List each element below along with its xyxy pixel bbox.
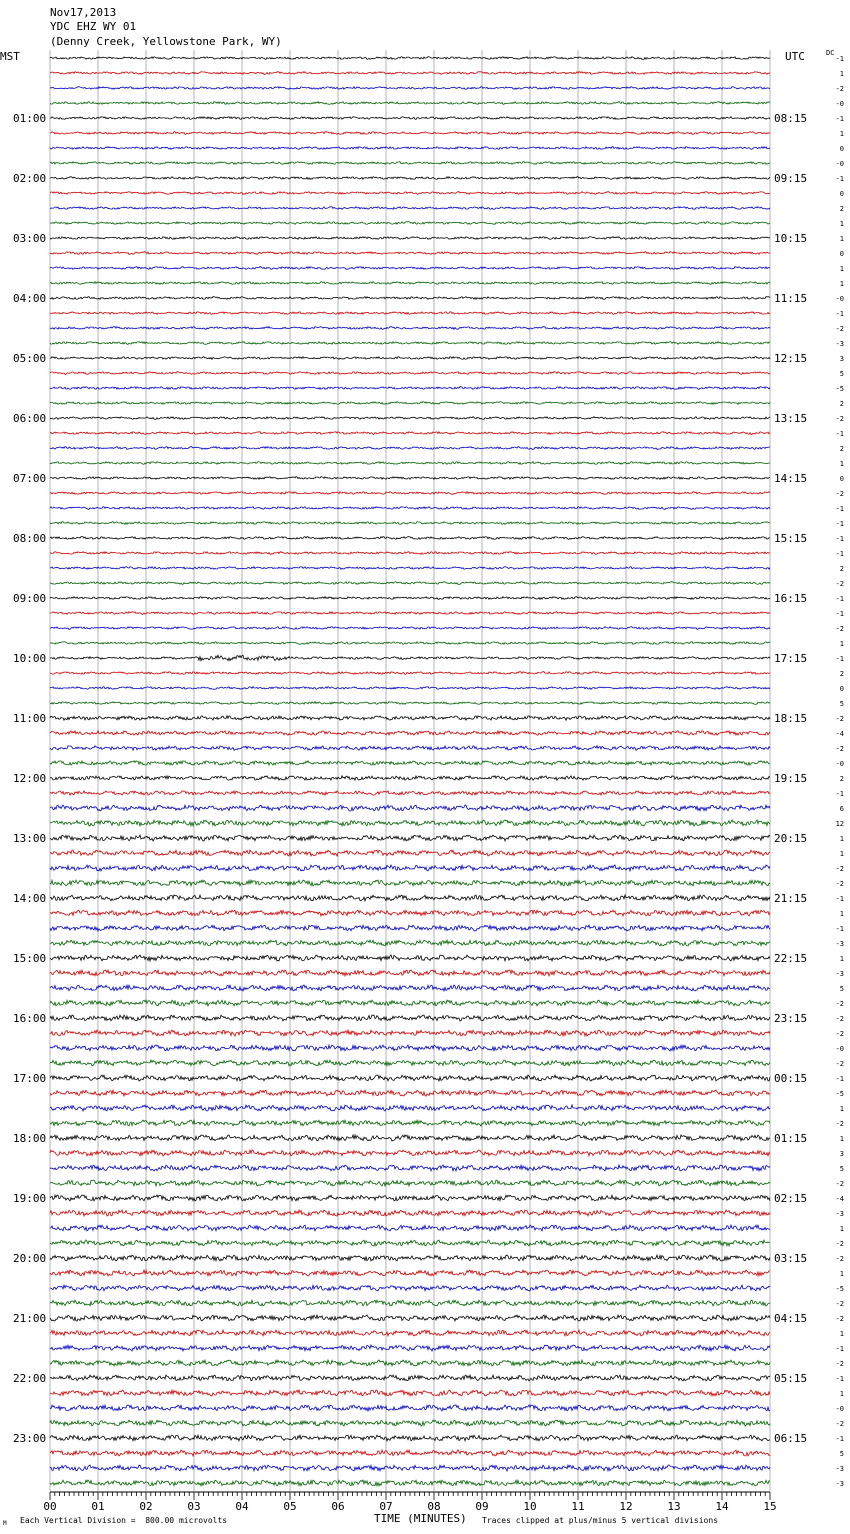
dc-offset-value: -0 — [835, 1045, 844, 1053]
dc-offset-value: -3 — [835, 340, 844, 348]
dc-offset-value: -1 — [835, 430, 844, 438]
dc-offset-value: -2 — [835, 865, 844, 873]
trace — [50, 1105, 770, 1111]
dc-offset-value: 1 — [839, 640, 844, 648]
trace — [50, 776, 770, 780]
trace — [50, 147, 770, 150]
dc-offset-value: -2 — [835, 1015, 844, 1023]
dc-offset-value: 2 — [839, 445, 844, 453]
header-date: Nov17,2013 — [50, 6, 117, 19]
trace — [50, 132, 770, 135]
dc-offset-value: -2 — [835, 880, 844, 888]
dc-offset-value: 6 — [839, 805, 844, 813]
dc-offset-value: 5 — [839, 1165, 844, 1173]
trace — [50, 835, 770, 841]
dc-offset-value: 1 — [839, 1270, 844, 1278]
dc-offset-value: 0 — [839, 145, 844, 153]
dc-offset-value: 1 — [839, 955, 844, 963]
trace — [50, 1360, 770, 1366]
trace — [50, 87, 770, 90]
dc-offset-value: 5 — [839, 700, 844, 708]
dc-offset-value: 1 — [839, 280, 844, 288]
x-tick-label: 03 — [187, 1500, 201, 1513]
left-hour-label: 12:00 — [13, 772, 47, 785]
dc-offset-value: -1 — [835, 175, 844, 183]
trace — [50, 342, 770, 345]
dc-offset-value: 5 — [839, 370, 844, 378]
header-station: YDC EHZ WY 01 — [50, 20, 137, 33]
dc-offset-value: -2 — [835, 1180, 844, 1188]
trace — [50, 805, 770, 811]
trace — [50, 1090, 770, 1096]
dc-offset-value: -0 — [835, 100, 844, 108]
dc-offset-value: 1 — [839, 1135, 844, 1143]
dc-offset-value: -2 — [835, 1360, 844, 1368]
traces — [50, 57, 770, 1486]
trace — [50, 1000, 770, 1006]
right-hour-label: 11:15 — [774, 292, 808, 305]
trace — [50, 357, 770, 360]
right-hour-label: 23:15 — [774, 1012, 808, 1025]
right-hour-label: 00:15 — [774, 1072, 808, 1085]
x-tick-label: 01 — [91, 1500, 105, 1513]
dc-offset-value: 2 — [839, 400, 844, 408]
left-hour-label: 18:00 — [13, 1132, 47, 1145]
clip-note: Traces clipped at plus/minus 5 vertical divisions — [482, 1516, 719, 1525]
trace — [50, 1225, 770, 1231]
left-hour-label: 22:00 — [13, 1372, 47, 1385]
trace — [50, 761, 770, 765]
dc-offset-value: -2 — [835, 1000, 844, 1008]
left-hour-label: 16:00 — [13, 1012, 47, 1025]
trace — [50, 582, 770, 585]
trace — [50, 1210, 770, 1216]
dc-offset-value: 0 — [839, 250, 844, 258]
dc-offset-value: -0 — [835, 760, 844, 768]
trace — [50, 102, 770, 105]
trace — [50, 731, 770, 735]
trace — [50, 1015, 770, 1021]
trace — [50, 507, 770, 510]
right-hour-label: 10:15 — [774, 232, 808, 245]
dc-offset-value: -1 — [835, 1435, 844, 1443]
left-axis-label: MST — [0, 50, 20, 63]
x-tick-label: 11 — [571, 1500, 585, 1513]
trace — [50, 1285, 770, 1291]
trace — [50, 702, 770, 705]
trace — [50, 567, 770, 570]
dc-offset-value: -1 — [835, 1375, 844, 1383]
dc-offset-value: -0 — [835, 295, 844, 303]
trace — [50, 1030, 770, 1036]
dc-offset-value: -2 — [835, 1420, 844, 1428]
left-hour-label: 03:00 — [13, 232, 47, 245]
dc-offset-value: 2 — [839, 565, 844, 573]
trace — [50, 1045, 770, 1051]
x-tick-label: 02 — [139, 1500, 153, 1513]
dc-offset-value: -1 — [835, 520, 844, 528]
trace — [50, 462, 770, 465]
dc-offset-value: -2 — [835, 745, 844, 753]
trace — [50, 372, 770, 375]
trace — [50, 1150, 770, 1156]
x-tick-label: 14 — [715, 1500, 729, 1513]
trace — [50, 746, 770, 750]
dc-offset-value: 5 — [839, 1450, 844, 1458]
dc-offsets — [836, 55, 844, 1488]
dc-offset-value: -1 — [835, 1345, 844, 1353]
trace — [50, 1195, 770, 1201]
dc-offset-value: 0 — [839, 190, 844, 198]
right-hour-label: 06:15 — [774, 1432, 808, 1445]
right-hour-label: 14:15 — [774, 472, 808, 485]
trace — [50, 910, 770, 916]
x-tick-label: 06 — [331, 1500, 345, 1513]
dc-offset-value: -2 — [835, 415, 844, 423]
dc-offset-value: 1 — [839, 835, 844, 843]
trace — [50, 177, 770, 180]
trace — [50, 1405, 770, 1411]
dc-offset-value: -1 — [835, 610, 844, 618]
dc-offset-value: -2 — [835, 715, 844, 723]
left-hour-label: 21:00 — [13, 1312, 47, 1325]
left-hour-label: 05:00 — [13, 352, 47, 365]
dc-offset-value: 12 — [835, 820, 844, 828]
right-hour-label: 16:15 — [774, 592, 808, 605]
dc-offset-value: -2 — [835, 580, 844, 588]
dc-offset-value: -1 — [835, 115, 844, 123]
trace — [50, 447, 770, 450]
trace — [50, 880, 770, 886]
x-tick-label: 00 — [43, 1500, 57, 1513]
trace — [50, 1315, 770, 1321]
trace — [50, 297, 770, 300]
dc-offset-value: -2 — [835, 1030, 844, 1038]
trace — [50, 1435, 770, 1441]
x-tick-label: 09 — [475, 1500, 489, 1513]
dc-offset-value: 1 — [839, 130, 844, 138]
trace — [50, 522, 770, 525]
dc-offset-value: -1 — [835, 790, 844, 798]
left-hour-label: 02:00 — [13, 172, 47, 185]
trace — [50, 925, 770, 931]
trace — [50, 850, 770, 856]
right-hour-label: 09:15 — [774, 172, 808, 185]
dc-offset-value: -0 — [835, 160, 844, 168]
right-hour-label: 21:15 — [774, 892, 808, 905]
trace — [50, 477, 770, 480]
dc-offset-value: 1 — [839, 70, 844, 78]
trace — [50, 642, 770, 645]
right-hour-label: 20:15 — [774, 832, 808, 845]
right-hour-label: 08:15 — [774, 112, 808, 125]
trace — [50, 1300, 770, 1306]
trace — [50, 1060, 770, 1066]
header-location: (Denny Creek, Yellowstone Park, WY) — [50, 35, 282, 48]
trace — [50, 72, 770, 75]
left-hour-label: 14:00 — [13, 892, 47, 905]
right-hour-label: 13:15 — [774, 412, 808, 425]
trace — [50, 985, 770, 991]
left-hour-label: 17:00 — [13, 1072, 47, 1085]
dc-offset-value: -1 — [835, 505, 844, 513]
dc-offset-value: -5 — [835, 1090, 844, 1098]
trace — [50, 672, 770, 675]
left-hour-label: 09:00 — [13, 592, 47, 605]
dc-offset-value: -2 — [835, 1255, 844, 1263]
dc-offset-value: 3 — [839, 355, 844, 363]
trace — [50, 402, 770, 405]
left-hour-label: 01:00 — [13, 112, 47, 125]
right-hour-label: 04:15 — [774, 1312, 808, 1325]
trace — [50, 687, 770, 690]
left-hour-label: 06:00 — [13, 412, 47, 425]
trace — [50, 940, 770, 946]
dc-offset-value: -1 — [835, 55, 844, 63]
left-hour-label: 20:00 — [13, 1252, 47, 1265]
dc-offset-value: 1 — [839, 220, 844, 228]
trace — [50, 417, 770, 420]
trace — [50, 655, 770, 661]
x-tick-label: 07 — [379, 1500, 393, 1513]
trace — [50, 791, 770, 795]
dc-offset-value: -0 — [835, 1405, 844, 1413]
left-hour-label: 07:00 — [13, 472, 47, 485]
corner-mark: M — [3, 1520, 7, 1527]
trace — [50, 492, 770, 495]
trace — [50, 252, 770, 255]
trace — [50, 1240, 770, 1246]
scale-note: Each Vertical Division = 800.00 microvolts — [20, 1516, 228, 1525]
left-hour-label: 04:00 — [13, 292, 47, 305]
right-hour-label: 15:15 — [774, 532, 808, 545]
right-hour-label: 17:15 — [774, 652, 808, 665]
trace — [50, 237, 770, 240]
dc-offset-value: -1 — [835, 550, 844, 558]
dc-offset-value: 1 — [839, 460, 844, 468]
trace — [50, 1465, 770, 1471]
trace — [50, 162, 770, 165]
x-tick-label: 13 — [667, 1500, 681, 1513]
right-hour-label: 01:15 — [774, 1132, 808, 1145]
trace — [50, 327, 770, 330]
trace — [50, 1135, 770, 1141]
dc-offset-value: 1 — [839, 235, 844, 243]
trace — [50, 117, 770, 120]
dc-offset-value: -1 — [835, 925, 844, 933]
x-tick-label: 05 — [283, 1500, 297, 1513]
x-tick-label: 15 — [763, 1500, 777, 1513]
trace — [50, 207, 770, 210]
trace — [50, 192, 770, 195]
trace — [50, 1450, 770, 1456]
dc-offset-value: -2 — [835, 1300, 844, 1308]
dc-offset-value: -1 — [835, 1075, 844, 1083]
dc-offset-value: -4 — [835, 1195, 844, 1203]
trace — [50, 1255, 770, 1261]
trace — [50, 1345, 770, 1351]
dc-offset-value: 1 — [839, 265, 844, 273]
x-tick-label: 10 — [523, 1500, 537, 1513]
dc-offset-value: 1 — [839, 1105, 844, 1113]
dc-offset-value: -1 — [835, 535, 844, 543]
left-hour-label: 15:00 — [13, 952, 47, 965]
trace — [50, 282, 770, 285]
trace — [50, 970, 770, 976]
dc-offset-value: 1 — [839, 850, 844, 858]
dc-offset-value: -1 — [835, 595, 844, 603]
left-hour-label: 08:00 — [13, 532, 47, 545]
trace — [50, 1165, 770, 1171]
trace — [50, 955, 770, 961]
dc-offset-value: -2 — [835, 1120, 844, 1128]
dc-offset-value: -3 — [835, 1210, 844, 1218]
trace — [50, 597, 770, 600]
x-tick-label: 08 — [427, 1500, 441, 1513]
x-tick-label: 12 — [619, 1500, 633, 1513]
offset-header: DC — [826, 49, 835, 57]
dc-offset-value: -2 — [835, 1240, 844, 1248]
right-hour-label: 03:15 — [774, 1252, 808, 1265]
trace — [50, 1330, 770, 1336]
trace — [50, 865, 770, 871]
dc-offset-value: -3 — [835, 970, 844, 978]
trace — [50, 1480, 770, 1486]
trace — [50, 312, 770, 315]
dc-offset-value: 5 — [839, 985, 844, 993]
dc-offset-value: -5 — [835, 1285, 844, 1293]
trace — [50, 222, 770, 225]
trace — [50, 627, 770, 630]
trace — [50, 1420, 770, 1426]
trace — [50, 1180, 770, 1186]
trace — [50, 1075, 770, 1081]
trace — [50, 1390, 770, 1396]
dc-offset-value: 2 — [839, 670, 844, 678]
x-tick-label: 04 — [235, 1500, 249, 1513]
right-hour-label: 19:15 — [774, 772, 808, 785]
trace — [50, 1120, 770, 1126]
dc-offset-value: -5 — [835, 385, 844, 393]
trace — [50, 432, 770, 435]
right-hour-label: 05:15 — [774, 1372, 808, 1385]
dc-offset-value: 2 — [839, 205, 844, 213]
dc-offset-value: 1 — [839, 1330, 844, 1338]
dc-offset-value: 1 — [839, 910, 844, 918]
dc-offset-value: -4 — [835, 730, 844, 738]
dc-offset-value: -3 — [835, 1480, 844, 1488]
dc-offset-value: -2 — [835, 490, 844, 498]
dc-offset-value: -2 — [835, 85, 844, 93]
right-hour-label: 22:15 — [774, 952, 808, 965]
dc-offset-value: 0 — [839, 475, 844, 483]
dc-offset-value: -3 — [835, 1465, 844, 1473]
trace — [50, 820, 770, 826]
dc-offset-value: -3 — [835, 940, 844, 948]
right-hour-label: 18:15 — [774, 712, 808, 725]
dc-offset-value: -2 — [835, 625, 844, 633]
trace — [50, 387, 770, 390]
dc-offset-value: -1 — [835, 895, 844, 903]
trace — [50, 895, 770, 901]
dc-offset-value: -2 — [835, 1060, 844, 1068]
right-axis-label: UTC — [785, 50, 805, 63]
trace — [50, 1270, 770, 1276]
left-hour-label: 23:00 — [13, 1432, 47, 1445]
trace — [50, 716, 770, 720]
left-hour-label: 13:00 — [13, 832, 47, 845]
dc-offset-value: -2 — [835, 1315, 844, 1323]
right-hour-label: 12:15 — [774, 352, 808, 365]
dc-offset-value: 1 — [839, 1225, 844, 1233]
right-hour-label: 02:15 — [774, 1192, 808, 1205]
dc-offset-value: 0 — [839, 685, 844, 693]
dc-offset-value: 1 — [839, 1390, 844, 1398]
trace — [50, 537, 770, 540]
x-axis — [43, 1492, 776, 1513]
left-hour-label: 10:00 — [13, 652, 47, 665]
trace — [50, 552, 770, 555]
dc-offset-value: -2 — [835, 325, 844, 333]
trace — [50, 1375, 770, 1381]
dc-offset-value: -1 — [835, 655, 844, 663]
dc-offset-value: 2 — [839, 775, 844, 783]
left-hour-label: 19:00 — [13, 1192, 47, 1205]
dc-offset-value: 3 — [839, 1150, 844, 1158]
trace — [50, 612, 770, 615]
trace — [50, 267, 770, 270]
dc-offset-value: -1 — [835, 310, 844, 318]
x-axis-label: TIME (MINUTES) — [374, 1512, 467, 1525]
left-hour-label: 11:00 — [13, 712, 47, 725]
trace — [50, 57, 770, 60]
